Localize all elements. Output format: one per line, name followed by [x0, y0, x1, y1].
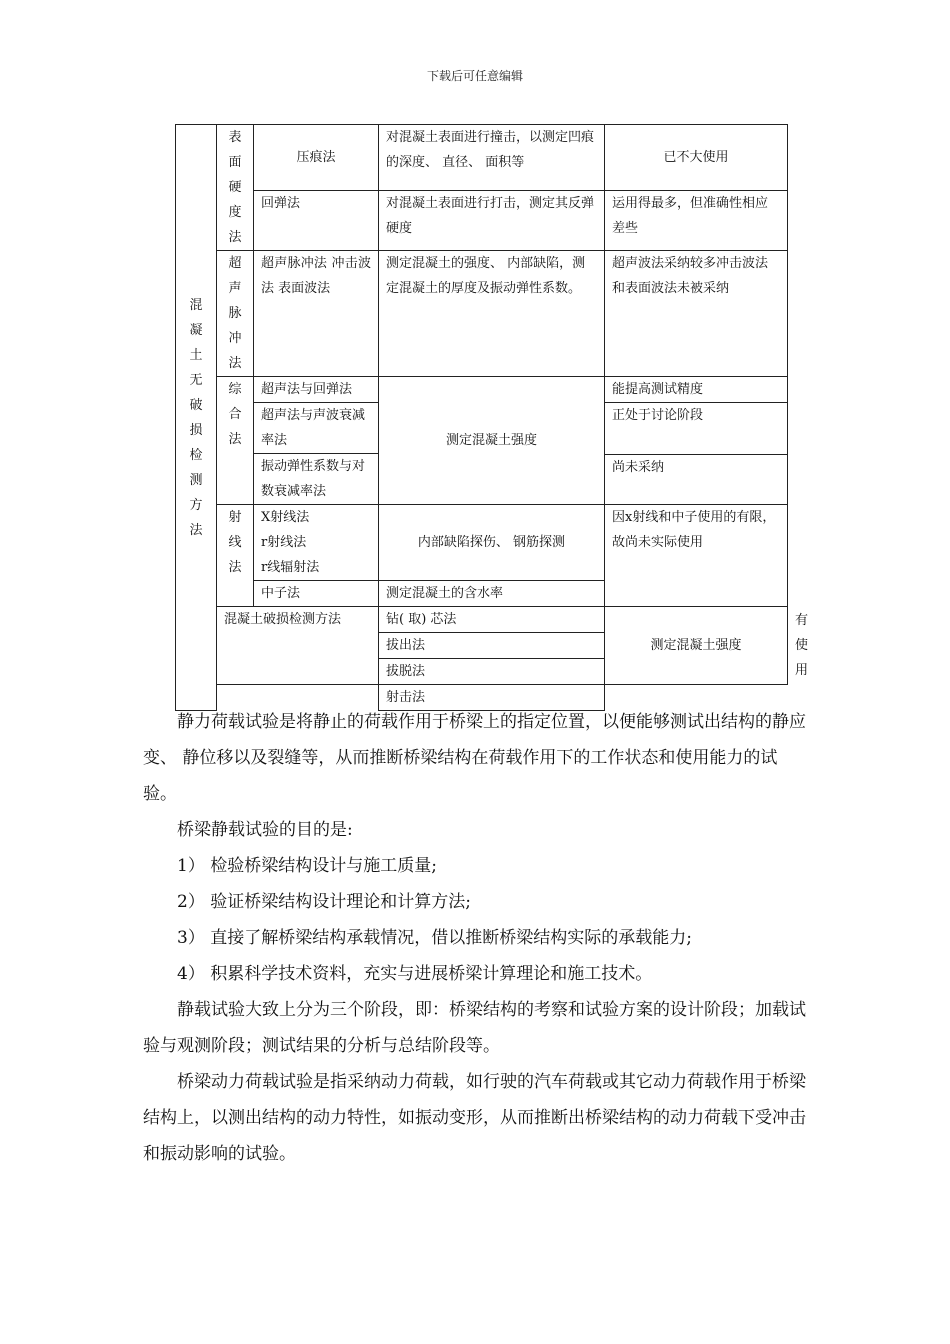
ray-purpose-cell: 内部缺陷探伤、 钢筋探测	[379, 505, 605, 581]
indentation-purpose-cell: 对混凝土表面进行撞击，以测定凹痕的深度、 直径、 面积等	[379, 125, 605, 191]
ultrasonic-purpose-cell: 测定混凝土的强度、 内部缺陷，测定混凝土的厚度及振动弹性系数。	[379, 251, 605, 377]
ultrasonic-status-cell: 超声波法采纳较多冲击波法和表面波法未被采纳	[605, 251, 788, 377]
paragraph-purpose-intro: 桥梁静载试验的目的是:	[177, 820, 353, 840]
list-item-1: 1） 检验桥梁结构设计与施工质量;	[177, 856, 437, 876]
combined-status-1-cell: 能提高测试精度	[605, 377, 788, 403]
rebound-status-cell: 运用得最多，但准确性相应差些	[605, 190, 788, 250]
ultrasonic-category-cell: 超声脉冲法	[217, 251, 254, 377]
paragraph-dynamic-test: 桥梁动力荷载试验是指采纳动力荷载，如行驶的汽车荷载或其它动力荷载作用于桥梁结构上，以测出结构的动力特性，如振动变形，从而推断出桥梁结构的动力荷载下受冲击和振动影响的试验。	[143, 1072, 806, 1164]
ultrasonic-method-cell: 超声脉冲法 冲击波法 表面波法	[254, 251, 379, 377]
rebound-method-cell: 回弹法	[254, 190, 379, 250]
destructive-purpose-cell: 测定混凝土强度	[605, 607, 788, 685]
ray-status-cell: 因x射线和中子使用的有限，故尚未实际使用	[605, 505, 788, 607]
list-item-2: 2） 验证桥梁结构设计理论和计算方法;	[177, 892, 471, 912]
pullout-method-cell: 拔出法	[379, 633, 605, 659]
ndt-category-cell: 混凝土无破损检测方法	[176, 125, 217, 711]
body-text	[143, 704, 811, 1172]
neutron-method-cell: 中子法	[254, 581, 379, 607]
shoot-method-cell: 射击法	[379, 685, 605, 711]
list-item-3: 3） 直接了解桥梁结构承载情况，借以推断桥梁结构实际的承载能力;	[177, 928, 692, 948]
combined-method-1-cell: 超声法与回弹法	[254, 377, 379, 403]
combined-status-3-cell: 尚未采纳	[605, 455, 788, 505]
neutron-purpose-cell: 测定混凝土的含水率	[379, 581, 605, 607]
rebound-purpose-cell: 对混凝土表面进行打击，测定其反弹硬度	[379, 190, 605, 250]
destructive-category-cell: 混凝土破损检测方法	[217, 607, 379, 685]
methods-table: 混凝土无破损检测方法 表面硬度法 压痕法 对混凝土表面进行撞击，以测定凹痕的深度、 直径、 面积等 已不大使用 回弹法 对混凝土表面进行打击，测定其反弹硬度 运用得最多，但准确性相应差些 超声脉冲法 超声脉冲法 冲击波法 表面波法 测定混凝土的强度、 内部缺陷，测定混凝土的厚度及振动弹性系数。 超声波法采纳较多冲击波法和表面波法未被采纳 综合法 超声法与回弹法 测定混凝土强度 能提高测试精度 超声法与声波衰减率法 正处于讨论阶段 振动弹性系数与对数衰减率法 尚未采纳 射线法 X射线法 r射线法 r线辐射法 内部缺陷探伤、 钢筋探测 因x射线和中子使用的有限，故尚未实际使用 中子法 测定混凝土的含水率 混凝土破损检测方法 钻( 取) 芯法 测定混凝土强度 有使用 拔出法 拔脱法 射击法	[175, 124, 788, 711]
core-method-cell: 钻( 取) 芯法	[379, 607, 605, 633]
indentation-status-cell: 已不大使用	[605, 125, 788, 191]
paragraph-static-test: 静力荷载试验是将静止的荷载作用于桥梁上的指定位置，以便能够测试出结构的静应变、 静位移以及裂缝等，从而推断桥梁结构在荷载作用下的工作状态和使用能力的试验。	[143, 712, 806, 804]
combined-purpose-cell: 测定混凝土强度	[379, 377, 605, 505]
pulloff-method-cell: 拔脱法	[379, 659, 605, 685]
hardness-category-cell: 表面硬度法	[217, 125, 254, 251]
ray-category-cell: 射线法	[217, 505, 254, 607]
combined-status-2-cell: 正处于讨论阶段	[605, 403, 788, 455]
combined-method-3-cell: 振动弹性系数与对数衰减率法	[254, 454, 379, 505]
list-item-4: 4） 积累科学技术资料，充实与进展桥梁计算理论和施工技术。	[177, 964, 653, 984]
combined-category-cell: 综合法	[217, 377, 254, 505]
page-header: 下载后可任意编辑	[426, 69, 523, 83]
paragraph-stages: 静载试验大致上分为三个阶段，即：桥梁结构的考察和试验方案的设计阶段；加载试验与观测阶段；测试结果的分析与总结阶段等。	[143, 1000, 806, 1056]
combined-method-2-cell: 超声法与声波衰减率法	[254, 403, 379, 454]
indentation-method-cell: 压痕法	[254, 125, 379, 191]
ray-methods-cell: X射线法 r射线法 r线辐射法	[254, 505, 379, 581]
